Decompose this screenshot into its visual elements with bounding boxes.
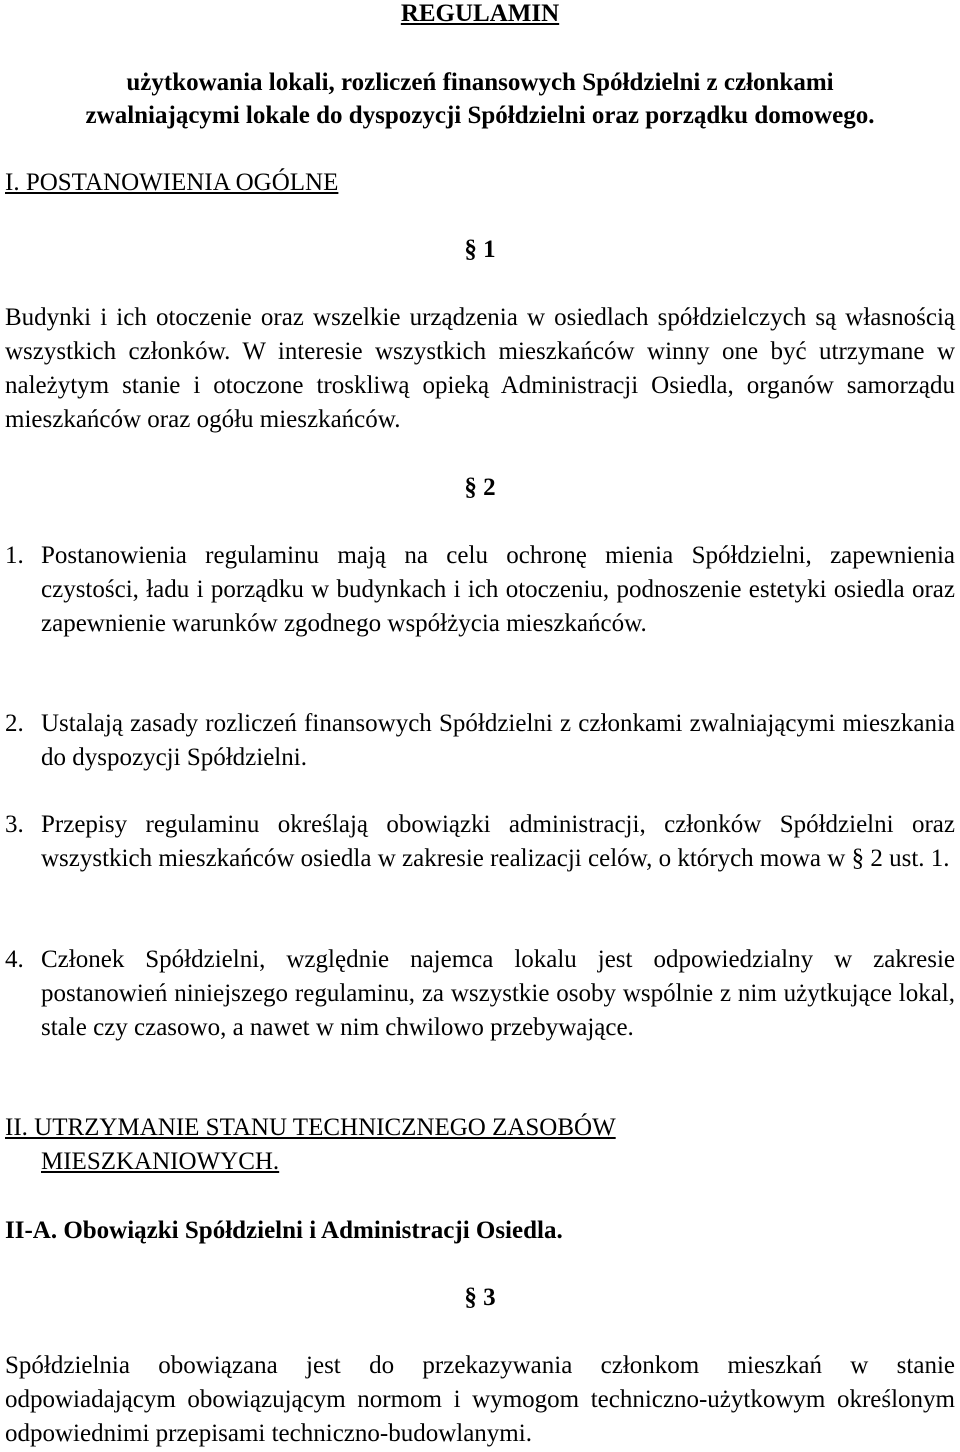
paragraph-3-mark: § 3 (464, 1284, 496, 1311)
item-text: Postanowienia regulaminu mają na celu ochronę mienia Spółdzielni, zapewnienia czystości, ładu i porządku w budynkach i ich otoczeniu, podnoszenie estetyki osiedla oraz zapewnienie warunków zgodnego współżycia mieszkańców. (41, 542, 955, 637)
item-text: Ustalają zasady rozliczeń finansowych Spółdzielni z członkami zwalniającymi mieszkania do dyspozycji Spółdzielni. (41, 710, 955, 771)
section-2-heading-line-2: MIESZKANIOWYCH. (41, 1148, 280, 1175)
paragraph-1-mark: § 1 (464, 236, 496, 263)
document-subtitle (0, 66, 960, 132)
document-title: REGULAMIN (400, 0, 560, 27)
item-text: Przepisy regulaminu określają obowiązki administracji, członków Spółdzielni oraz wszystkich mieszkańców osiedla w zakresie realizacji celów, o których mowa w § 2 ust. 1. (41, 811, 955, 872)
paragraph-2-mark: § 2 (464, 474, 496, 501)
item-number: 2. (5, 710, 24, 737)
section-2-heading-line-1: II. UTRZYMANIE STANU TECHNICZNEGO ZASOBÓW (5, 1114, 616, 1141)
subtitle-line-1: użytkowania lokali, rozliczeń finansowych Spółdzielni z członkami (126, 69, 834, 96)
item-number: 4. (5, 946, 24, 973)
item-number: 3. (5, 811, 24, 838)
item-text: Członek Spółdzielni, względnie najemca lokalu jest odpowiedzialny w zakresie postanowień niniejszego regulaminu, za wszystkie osoby wspólnie z nim użytkujące lokal, stale czy czasowo, a nawet w nim chwilowo przebywające. (41, 946, 955, 1041)
paragraph-3-text: Spółdzielnia obowiązana jest do przekazywania członkom mieszkań w stanie odpowiadającym obowiązującym normom i wymogom techniczno-użytkowym określonym odpowiednimi przepisami techniczno-budowlanymi. (5, 1352, 955, 1447)
paragraph-1-text: Budynki i ich otoczenie oraz wszelkie urządzenia w osiedlach spółdzielczych są własnością wszystkich członków. W interesie wszystkich mieszkańców winny one być utrzymane w należytym stanie i otoczone troskliwą opieką Administracji Osiedla, organów samorządu mieszkańców oraz ogółu mieszkańców. (5, 304, 955, 433)
paragraph-2-item-2 (5, 707, 955, 775)
section-1-heading: I. POSTANOWIENIA OGÓLNE (5, 169, 339, 196)
item-number: 1. (5, 542, 24, 569)
paragraph-2-item-3 (5, 808, 955, 876)
paragraph-2-item-1 (5, 539, 955, 641)
paragraph-2-item-4 (5, 943, 955, 1045)
section-2a-heading: II-A. Obowiązki Spółdzielni i Administracji Osiedla. (5, 1217, 563, 1244)
subtitle-line-2: zwalniającymi lokale do dyspozycji Spółdzielni oraz porządku domowego. (85, 102, 875, 129)
